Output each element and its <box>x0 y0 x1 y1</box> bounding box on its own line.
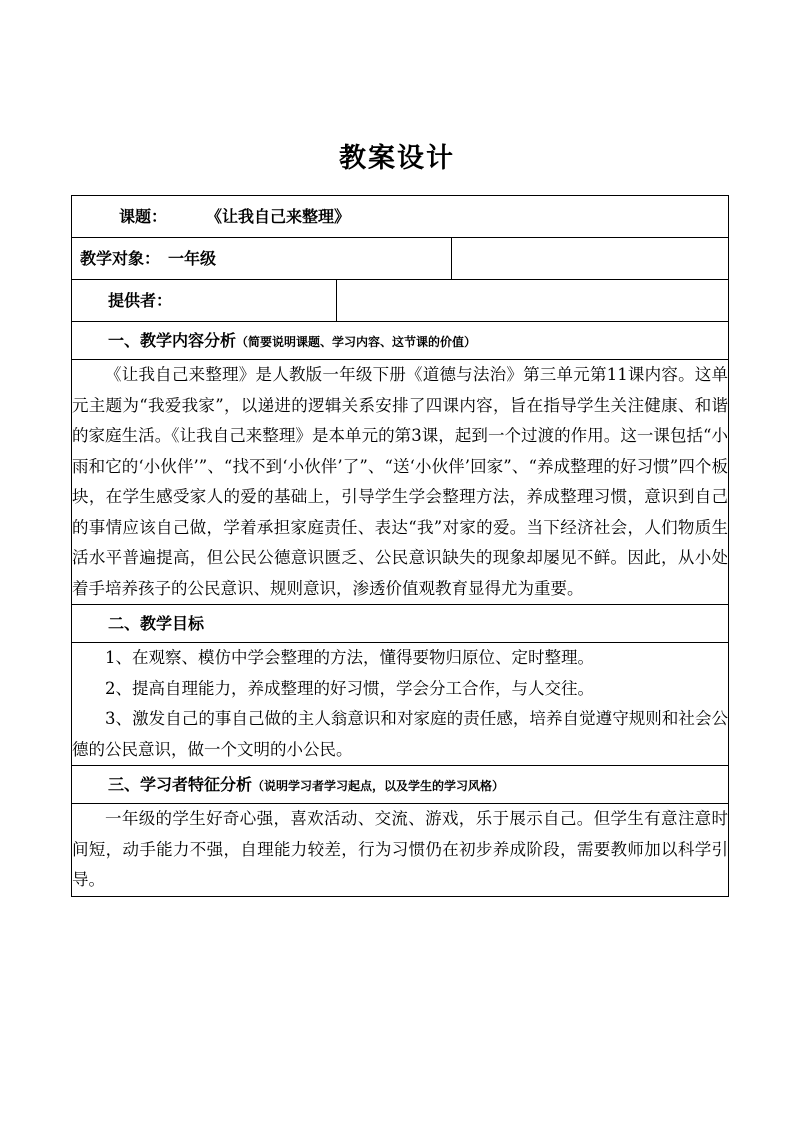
provider-value-cell <box>337 280 729 322</box>
section2-heading-row <box>72 605 729 643</box>
goal-item: 2、提高自理能力，养成整理的好习惯，学会分工合作，与人交往。 <box>105 678 594 698</box>
target-label: 教学对象： <box>80 248 161 268</box>
section3-note: （说明学习者学习起点，以及学生的学习风格） <box>252 778 505 793</box>
section2-heading: 二、教学目标 <box>108 613 205 633</box>
section3-heading-row <box>72 766 729 804</box>
section1-note: （简要说明课题、学习内容、这节课的价值） <box>236 334 477 349</box>
section1-heading-cell <box>72 322 729 360</box>
topic-row <box>72 196 729 238</box>
section3-heading: 三、学习者特征分析 <box>108 774 253 794</box>
section1-body: 《让我自己来整理》是人教版一年级下册《道德与法治》第三单元第11课内容。这单元主题为“我爱我家”，以递进的逻辑关系安排了四课内容，旨在指导学生关注健康、和谐的家庭生活。《让我自己来整理》是本单元的第3课，起到一个过渡的作用。这一课包括“小雨和它的‘小伙伴’”、“找不到‘小伙伴’了”、“送‘小伙伴’回家”、“养成整理的好习惯”四个板块，在学生感受家人的爱的基础上，引导学生学会整理方法，养成整理习惯，意识到自己的事情应该自己做，学着承担家庭责任、表达“我”对家的爱。当下经济社会，人们物质生活水平普遍提高，但公民公德意识匮乏、公民意识缺失的现象却屡见不鲜。因此，从小处着手培养孩子的公民意识、规则意识，渗透价值观教育显得尤为重要。 <box>72 365 729 598</box>
goal-item: 3、激发自己的事自己做的主人翁意识和对家庭的责任感，培养自觉遵守规则和社会公德的公民意识，做一个文明的小公民。 <box>72 709 729 759</box>
target-value: 一年级 <box>168 248 217 268</box>
section1-body-row <box>72 360 729 605</box>
topic-value: 《让我自己来整理》 <box>214 206 351 226</box>
provider-row <box>72 280 729 322</box>
section2-body-row <box>72 643 729 766</box>
section1-body-cell <box>72 360 729 605</box>
section2-heading-cell <box>72 605 729 643</box>
section1-heading-row <box>72 322 729 360</box>
section3-body-row <box>72 804 729 897</box>
provider-label-cell <box>72 280 337 322</box>
topic-label: 课题： <box>119 206 168 226</box>
section2-goals-cell <box>72 643 729 766</box>
section1-heading: 一、教学内容分析 <box>108 330 237 350</box>
section3-body-cell <box>72 804 729 897</box>
lesson-plan-table <box>71 195 729 897</box>
target-cell <box>72 238 452 280</box>
topic-cell <box>72 196 729 238</box>
target-blank-cell <box>452 238 729 280</box>
goal-item: 1、在观察、模仿中学会整理的方法，懂得要物归原位、定时整理。 <box>105 648 594 667</box>
page-title: 教案设计 <box>339 143 455 174</box>
target-row <box>72 238 729 280</box>
section3-heading-cell <box>72 766 729 804</box>
provider-label: 提供者： <box>108 290 173 310</box>
section3-body: 一年级的学生好奇心强，喜欢活动、交流、游戏，乐于展示自己。但学生有意注意时间短，动手能力不强，自理能力较差，行为习惯仍在初步养成阶段，需要教师加以科学引导。 <box>72 809 729 889</box>
